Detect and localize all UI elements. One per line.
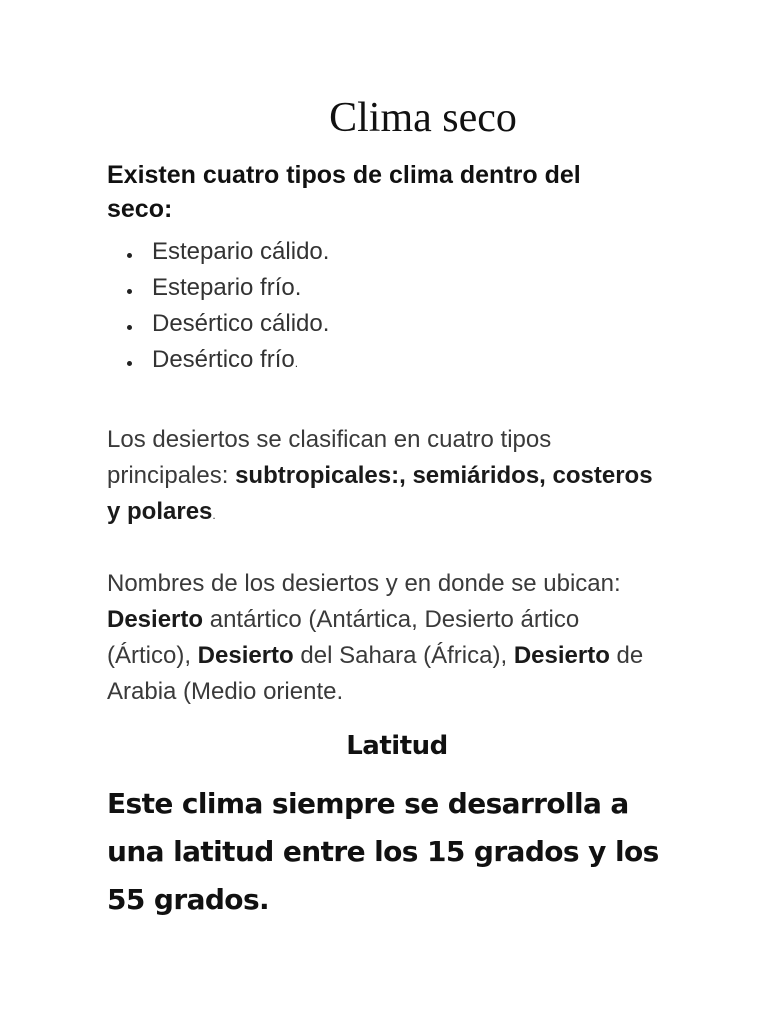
desierto-bold: Desierto (107, 606, 204, 633)
deserts-classification-paragraph (107, 422, 667, 533)
latitude-heading: Latitud (346, 731, 448, 761)
list-item (122, 234, 329, 270)
intro-heading: Existen cuatro tipos de clima dentro del seco: (107, 161, 581, 223)
latitude-paragraph: Este clima siempre se desarrolla a una latitud entre los 15 grados y los 55 grados. (107, 787, 659, 916)
bullet-icon (127, 361, 132, 366)
desierto-bold: Desierto (197, 642, 294, 669)
list-item-label: Desértico frío (152, 346, 295, 373)
list-item (122, 342, 329, 381)
desert-types-bold: subtropicales:, semiáridos, costeros y polares (107, 462, 653, 525)
list-item-label: Estepario frío. (152, 274, 302, 301)
paragraph-text: Los desiertos se clasifican en cuatro tipos principales: (107, 426, 552, 489)
paragraph-text: del Sahara (África), (293, 642, 514, 669)
bullet-icon (127, 325, 132, 330)
list-item-label: Desértico cálido. (152, 310, 330, 337)
paragraph-text: de Arabia (Medio oriente. (107, 642, 644, 705)
list-item (122, 306, 329, 342)
bullet-icon (127, 253, 132, 258)
paragraph-period: . (212, 508, 216, 522)
bullet-icon (127, 289, 132, 294)
desierto-bold: Desierto (513, 642, 610, 669)
list-item-label: Estepario cálido. (152, 238, 330, 265)
desert-names-paragraph (107, 566, 667, 710)
list-item (122, 270, 329, 306)
paragraph-text: Nombres de los desiertos y en donde se ubican: (107, 570, 621, 597)
list-item-period: . (294, 356, 299, 370)
climate-types-list (122, 234, 329, 381)
page-title: Clima seco (329, 95, 517, 141)
paragraph-text: antártico (Antártica, Desierto ártico (Ártico), (107, 606, 580, 669)
